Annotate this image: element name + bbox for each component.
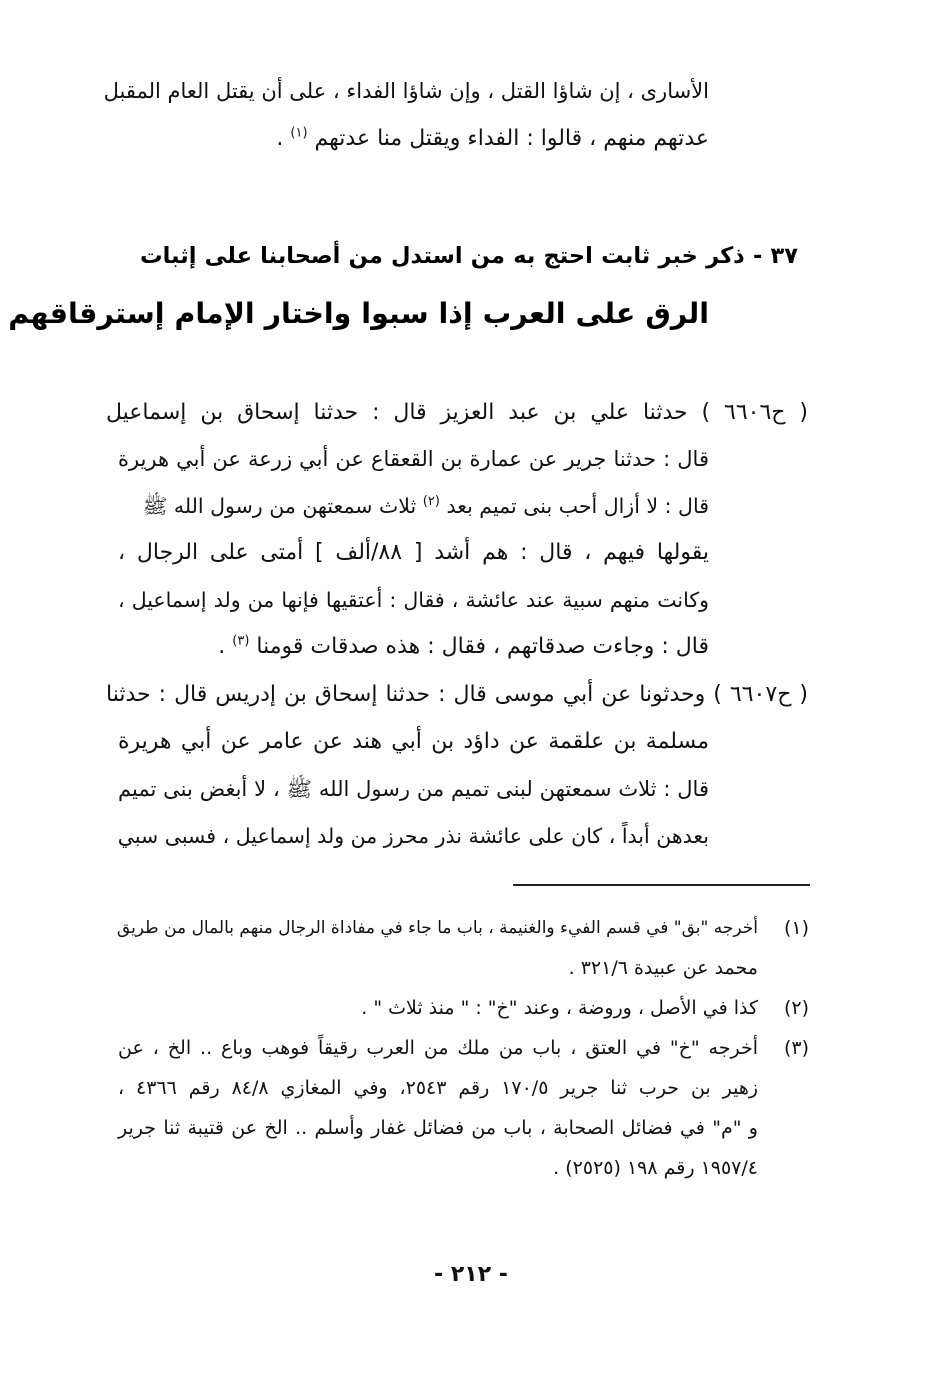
footnote-2-line-1: كذا في الأصل ، وروضة ، وعند "خ" : " منذ ثلاث " . [361,997,758,1019]
footnote-ref-1[interactable]: (١) [290,125,308,141]
intro-line-2-text: عدتهم منهم ، قالوا : الفداء ويقتل منا عدتهم [314,126,709,151]
hadith-6607-line-1: ( ح٦٦٠٧ ) وحدثونا عن أبي موسى قال : حدثنا إسحاق بن إدريس قال : حدثنا [106,682,808,707]
hadith-6606-line-4: يقولها فيهم ، قال : هم أشد [ ٨٨/ألف ] أمتى على الرجال ، [118,540,709,565]
intro-line-1: الأسارى ، إن شاؤا القتل ، وإن شاؤا الفداء ، على أن يقتل العام المقبل [103,79,709,103]
footnote-separator [513,884,810,886]
chapter-heading-line-2: الرق على العرب إذا سبوا واختار الإمام إسترقاقهم [8,297,709,330]
footnote-3-line-3: و "م" في فضائل الصحابة ، باب من فضائل غفار وأسلم .. الخ عن قتيبة ثنا جرير [118,1117,758,1139]
intro-line-2 [276,124,709,154]
page-number: - ٢١٢ - [434,1262,508,1287]
footnote-1-line-2: محمد عن عبيدة ٣٢١/٦ . [568,957,758,979]
hadith-6607-line-4: بعدهن أبداً ، كان على عائشة نذر محرز من ولد إسماعيل ، فسبى سبي [117,824,709,848]
footnote-ref-2[interactable]: (٢) [422,494,440,510]
footnote-1-line-1: أخرجه "بق" في قسم الفيء والغنيمة ، باب ما جاء في مفاداة الرجال منهم بالمال من طريق [116,918,758,938]
footnote-2-number: (٢) [783,997,809,1019]
footnote-3-line-2: زهير بن حرب ثنا جرير ١٧٠/٥ رقم ٢٥٤٣، وفي المغازي ٨٤/٨ رقم ٤٣٦٦ ، [118,1077,759,1099]
chapter-heading-line-1: ٣٧ - ذكر خبر ثابت احتج به من استدل من أصحابنا على إثبات [140,243,798,269]
footnote-ref-3[interactable]: (٣) [232,633,250,649]
hadith-6606-line-3b: ثلاث سمعتهن من رسول الله ﷺ [142,494,417,518]
hadith-6606-line-3a: قال : لا أزال أحب بنى تميم بعد [446,494,709,518]
hadith-6607-line-3: قال : ثلاث سمعتهن لبنى تميم من رسول الله ﷺ ، لا أبغض بنى تميم [118,777,709,801]
footnote-1-number: (١) [783,917,809,939]
hadith-6606-line-6-text: قال : وجاءت صدقاتهم ، فقال : هذه صدقات قومنا [256,634,709,659]
hadith-6607-line-2: مسلمة بن علقمة عن داؤد بن أبي هند عن عامر عن أبي هريرة [118,729,709,754]
hadith-6606-line-6-end: . [218,634,226,659]
intro-line-2-end: . [276,126,284,151]
hadith-6606-line-1: ( ح٦٦٠٦ ) حدثنا علي بن عبد العزيز قال : حدثنا إسحاق بن إسماعيل [106,400,809,425]
footnote-3-line-4: ١٩٥٧/٤ رقم ١٩٨ (٢٥٢٥) . [553,1157,758,1179]
footnote-3-number: (٣) [783,1037,809,1059]
hadith-6606-line-3 [143,491,709,521]
hadith-6606-line-2: قال : حدثنا جرير عن عمارة بن القعقاع عن أبي زرعة عن أبي هريرة [118,447,709,471]
hadith-6606-line-5: وكانت منهم سبية عند عائشة ، فقال : أعتقيها فإنها من ولد إسماعيل ، [118,588,709,612]
hadith-6606-line-6 [218,632,709,662]
footnote-3-line-1: أخرجه "خ" في العتق ، باب من ملك من العرب رقيقاً فوهب وباع .. الخ ، عن [118,1037,758,1059]
